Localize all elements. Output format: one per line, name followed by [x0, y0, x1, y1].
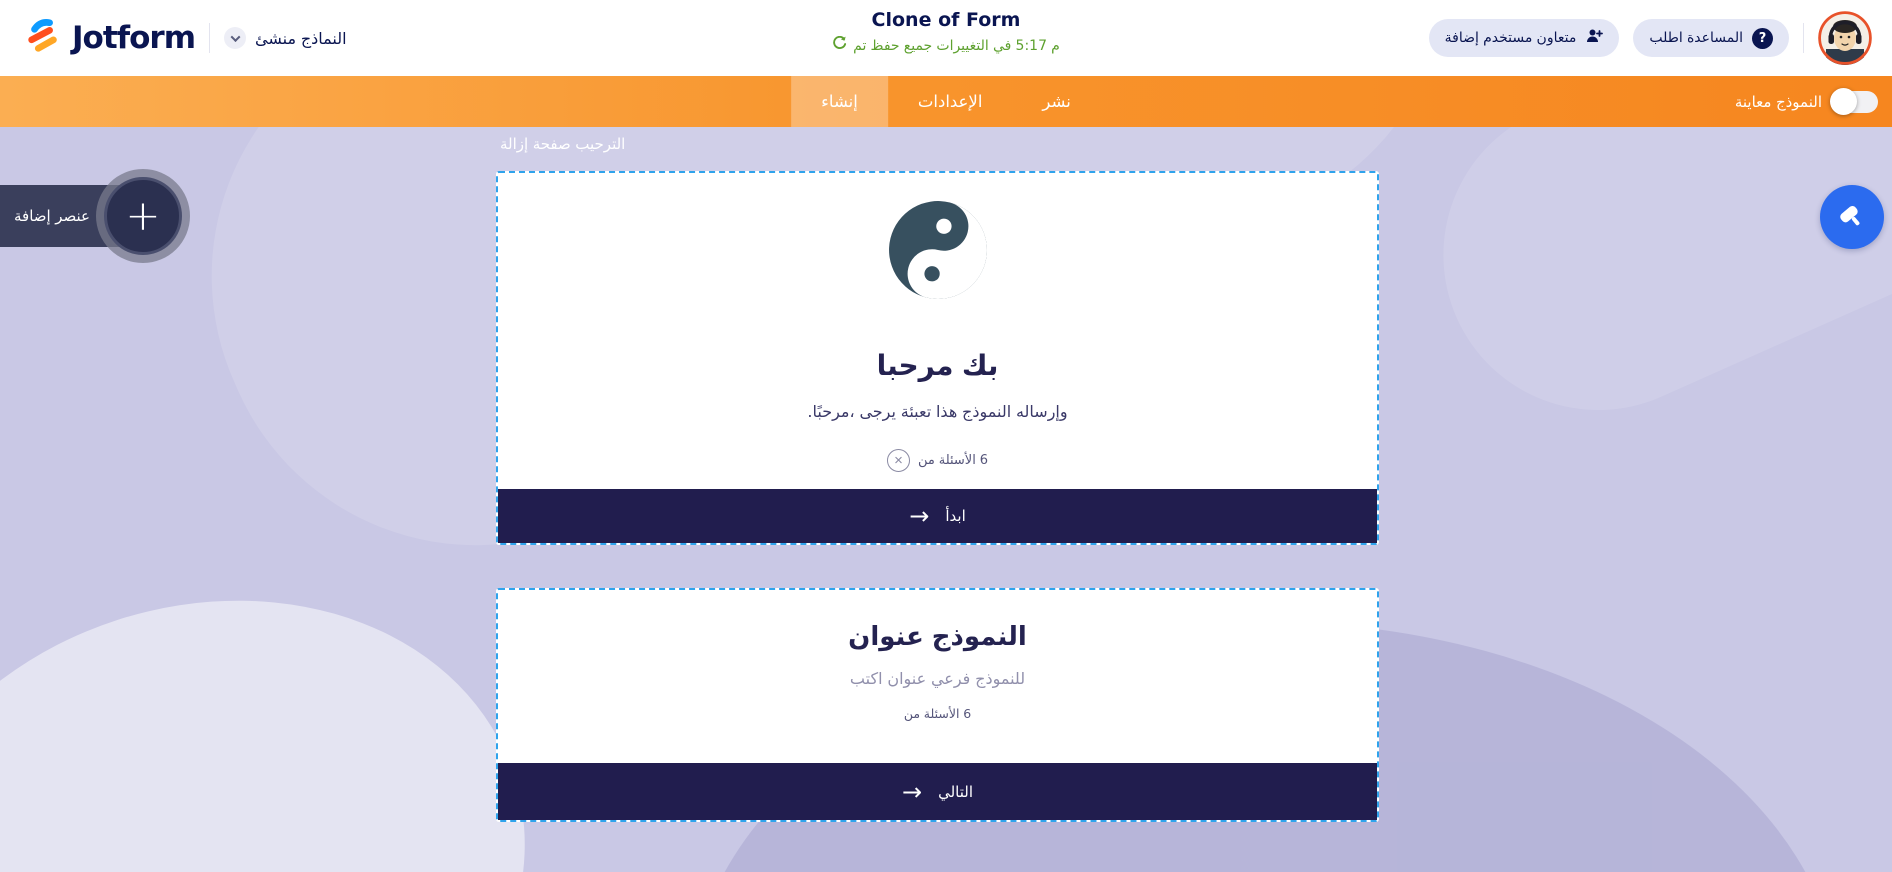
form-preview-toggle[interactable] — [1832, 91, 1878, 113]
help-button[interactable] — [1633, 19, 1789, 57]
form-subtitle-placeholder[interactable]: اكتب عنوان فرعي للنموذج — [849, 669, 1026, 688]
form-designer-button[interactable] — [1820, 185, 1884, 249]
welcome-page-card[interactable] — [496, 171, 1379, 545]
next-button-label: التالي — [938, 782, 974, 801]
form-preview-label: معاينة النموذج — [1734, 92, 1822, 111]
form-title-card[interactable] — [496, 588, 1379, 822]
add-user-icon — [1585, 27, 1603, 49]
questions-count-row — [904, 706, 971, 721]
question-mark-icon: ? — [1752, 28, 1773, 49]
undo-history-icon — [832, 36, 847, 55]
right-arrow-icon: → — [909, 502, 930, 530]
jotform-wordmark: Jotform — [72, 20, 196, 56]
background-swoosh — [1394, 127, 1892, 460]
header-divider-right — [1803, 23, 1804, 53]
tab-settings[interactable]: الإعدادات — [888, 76, 1013, 127]
next-button[interactable] — [498, 763, 1377, 820]
toggle-knob — [1830, 88, 1857, 115]
builder-tabs — [791, 76, 1101, 127]
jotform-logo[interactable] — [24, 17, 195, 59]
jotform-logo-icon — [24, 17, 62, 59]
form-title: Clone of Form — [871, 9, 1021, 31]
autosave-status — [832, 36, 1060, 55]
app-header — [0, 0, 1892, 76]
form-canvas — [0, 127, 1892, 872]
questions-count-row — [887, 449, 988, 472]
paint-roller-icon — [1836, 200, 1868, 235]
yin-yang-logo — [887, 199, 989, 305]
start-button-label: ابدأ — [945, 507, 966, 525]
right-arrow-icon: → — [901, 777, 923, 806]
questions-count-label: من الأسئلة 6 — [903, 706, 972, 721]
header-divider — [209, 23, 210, 53]
form-builder-menu-label: منشئ النماذج — [255, 28, 347, 48]
add-collaborator-label: إضافة مستخدم متعاون — [1444, 30, 1577, 46]
close-icon[interactable]: × — [887, 449, 910, 472]
start-button[interactable] — [498, 489, 1377, 543]
tab-build[interactable]: إنشاء — [791, 76, 888, 127]
welcome-title: مرحبا بك — [876, 349, 999, 382]
autosave-status-text: تم حفظ جميع التغييرات في 5:17 م — [853, 37, 1060, 54]
tab-publish[interactable]: نشر — [1012, 76, 1100, 127]
add-element-button[interactable] — [0, 185, 172, 247]
form-preview-control — [1735, 76, 1878, 127]
plus-icon: + — [104, 177, 182, 255]
user-avatar[interactable] — [1818, 11, 1872, 65]
questions-count-label: من الأسئلة 6 — [917, 453, 989, 468]
form-title-heading[interactable]: عنوان النموذج — [848, 622, 1027, 652]
add-element-label: إضافة عنصر — [14, 207, 90, 225]
form-builder-menu[interactable] — [224, 27, 347, 49]
chevron-down-icon — [224, 27, 246, 49]
remove-welcome-page-button[interactable]: إزالة صفحة الترحيب — [500, 135, 626, 153]
add-collaborator-button[interactable] — [1429, 19, 1620, 57]
welcome-subtitle: .مرحبًا، يرجى تعبئة هذا النموذج وإرساله — [807, 402, 1068, 421]
builder-navbar — [0, 76, 1892, 127]
plus-ring — [96, 169, 190, 263]
help-button-label: اطلب المساعدة — [1649, 30, 1743, 46]
